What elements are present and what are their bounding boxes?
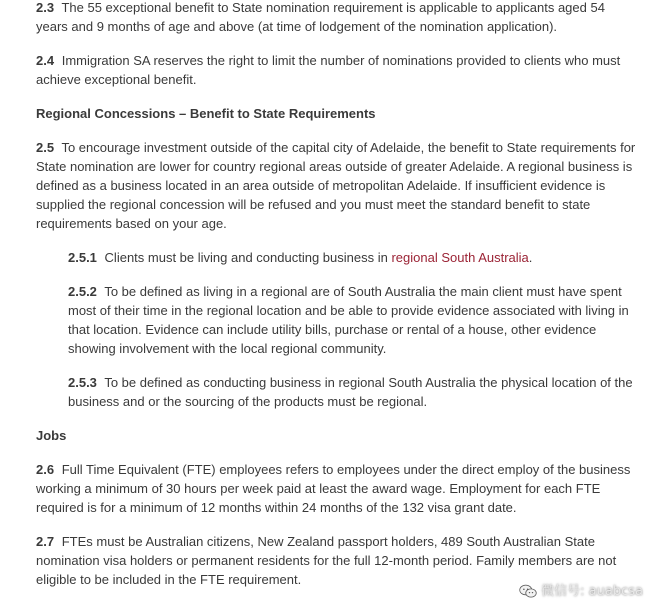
paragraph-2-5-3 xyxy=(68,373,636,411)
paragraph-2-5 xyxy=(36,138,636,233)
heading-jobs: Jobs xyxy=(36,428,67,443)
clause-text: Full Time Equivalent (FTE) employees refers to employees under the direct employ of the business working a minimum of 30 hours per week paid at least the award wage. Employment for each FTE required is for a minimum of 12 months within 24 months of the 132 visa grant date. xyxy=(36,462,631,515)
watermark-text: 微信号: auabcsa xyxy=(541,584,643,599)
clause-text: To be defined as conducting business in regional South Australia the physical location of the business and or the sourcing of the products must be regional. xyxy=(68,375,633,409)
clause-text: Immigration SA reserves the right to limit the number of nominations provided to clients who must achieve exceptional benefit. xyxy=(36,53,621,87)
clause-number: 2.7 xyxy=(36,534,55,549)
wechat-watermark xyxy=(519,582,643,601)
regional-south-australia-link[interactable]: regional South Australia xyxy=(391,250,529,265)
clause-number: 2.4 xyxy=(36,53,55,68)
paragraph-2-6 xyxy=(36,460,636,517)
clause-number: 2.5.3 xyxy=(68,375,97,390)
clause-number: 2.5 xyxy=(36,140,55,155)
clause-text: FTEs must be Australian citizens, New Zealand passport holders, 489 South Australian State nomination visa holders or permanent residents for the full 12-month period. Family members are not eligible to be included in the FTE requirement. xyxy=(36,534,617,587)
wechat-icon xyxy=(519,584,537,599)
document-body xyxy=(36,0,636,604)
heading-regional-concessions: Regional Concessions – Benefit to State Requirements xyxy=(36,106,376,121)
paragraph-2-4 xyxy=(36,51,636,89)
clause-number: 2.5.2 xyxy=(68,284,97,299)
clause-number: 2.6 xyxy=(36,462,55,477)
paragraph-2-5-1 xyxy=(68,248,636,267)
clause-number: 2.5.1 xyxy=(68,250,97,265)
paragraph-2-7 xyxy=(36,532,636,589)
clause-text: To be defined as living in a regional are of South Australia the main client must have spent most of their time in the regional location and be able to provide evidence associated with living in that location. Evidence can include utility bills, purchase or rental of a house, other evidence showing involvement with the local regional community. xyxy=(68,284,629,356)
clause-number: 2.3 xyxy=(36,0,55,15)
clause-text: The 55 exceptional benefit to State nomination requirement is applicable to applicants aged 54 years and 9 months of age and above (at time of lodgement of the nomination application). xyxy=(36,0,605,34)
paragraph-2-5-2 xyxy=(68,282,636,358)
clause-text: Clients must be living and conducting business in xyxy=(104,250,388,265)
clause-text: To encourage investment outside of the capital city of Adelaide, the benefit to State requirements for State nomination are lower for country regional areas outside of greater Adelaide. A regional business is defined as a business located in an area outside of metropolitan Adelaide. If insufficient evidence is supplied the regional concession will be refused and you must meet the standard benefit to state requirements based on your age. xyxy=(36,140,636,231)
paragraph-2-3 xyxy=(36,0,636,36)
clause-text-end: . xyxy=(528,250,533,265)
